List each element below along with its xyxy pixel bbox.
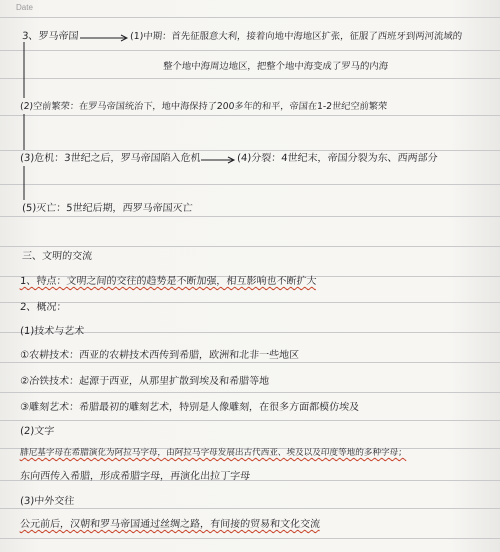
ruled-line xyxy=(0,420,500,421)
trade-line-text: 公元前后，汉朝和罗马帝国通过丝绸之路，有间接的贸易和文化交流 xyxy=(19,519,321,530)
ruled-line xyxy=(0,362,500,363)
ruled-line xyxy=(0,17,500,18)
ruled-line xyxy=(0,538,500,539)
sculpture-line: ③雕刻艺术：希腊最初的雕刻艺术，特别是人像雕刻，在很多方面都模仿埃及 xyxy=(19,402,360,413)
arrow-down-icon xyxy=(18,114,32,154)
ruled-line xyxy=(0,50,500,51)
ruled-line xyxy=(0,508,500,509)
trade-heading: (3)中外交往 xyxy=(19,496,75,507)
ruled-line xyxy=(0,78,500,79)
date-label: Date xyxy=(16,3,33,12)
ruled-line xyxy=(0,216,500,217)
arrow-right-icon xyxy=(80,34,130,42)
ruled-line xyxy=(0,184,500,185)
feature-line xyxy=(20,276,317,288)
crisis-line: (3)危机：3世纪之后，罗马帝国陷入危机 xyxy=(19,153,201,164)
metallurgy-line: ②冶铁技术：起源于西亚，从那里扩散到埃及和希腊等地 xyxy=(19,376,270,387)
arrow-down-icon xyxy=(18,42,32,102)
overview-line: 2、概况： xyxy=(19,302,67,313)
ruled-line xyxy=(0,115,500,116)
writing-heading: (2)文字 xyxy=(19,426,55,437)
split-line: (4)分裂：4世纪末，帝国分裂为东、西两部分 xyxy=(236,153,438,164)
writing-line1-text: 腓尼基字母在希腊演化为阿拉马字母，由阿拉马字母发展出古代西亚、埃及以及印度等地的多种字母； xyxy=(19,448,408,458)
section-heading-exchange: 三、文明的交流 xyxy=(21,251,93,262)
writing-line1 xyxy=(20,447,408,459)
arrow-down-icon xyxy=(18,166,32,204)
fall-line: (5)灭亡：5世纪后期，西罗马帝国灭亡 xyxy=(21,203,193,214)
trade-line xyxy=(20,519,321,531)
middle-period-line2: 整个地中海周边地区，把整个地中海变成了罗马的内海 xyxy=(162,61,389,72)
tech-art-heading: (1)技术与艺术 xyxy=(19,326,85,337)
agri-tech-line: ①农耕技术：西亚的农耕技术西传到希腊，欧洲和北非一些地区 xyxy=(19,350,300,361)
ruled-line xyxy=(0,392,500,393)
feature-text: 1、特点：文明之间的交往的趋势是不断加强，相互影响也不断扩大 xyxy=(19,276,317,287)
middle-period-line1: (1)中期：首先征服意大利，接着向地中海地区扩张，征服了西班牙到两河流域的 xyxy=(129,31,463,42)
section-heading-rome: 3、罗马帝国 xyxy=(21,31,79,42)
ruled-line xyxy=(0,302,500,303)
writing-line2: 东向西传入希腊，形成希腊字母，再演化出拉丁字母 xyxy=(19,471,251,482)
peak-line: (2)空前繁荣：在罗马帝国统治下，地中海保持了200多年的和平，帝国在1-2世纪空前繁荣 xyxy=(19,101,388,112)
ruled-line xyxy=(0,246,500,247)
ruled-line xyxy=(0,150,500,151)
arrow-right-icon xyxy=(201,156,237,164)
